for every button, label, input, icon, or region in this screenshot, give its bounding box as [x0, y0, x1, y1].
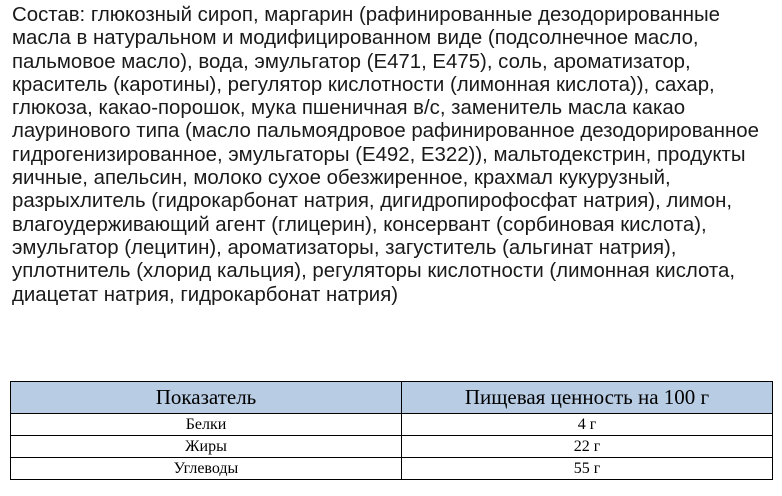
nutrition-table	[10, 381, 773, 480]
row-indicator-proteins: Белки	[11, 414, 402, 436]
row-value-carbohydrates: 55 г	[402, 458, 773, 480]
row-indicator-carbohydrates: Углеводы	[11, 458, 402, 480]
table-row	[11, 458, 773, 480]
table-row	[11, 436, 773, 458]
header-nutritional-value: Пищевая ценность на 100 г	[402, 382, 773, 414]
table-row	[11, 414, 773, 436]
composition-text: Состав: глюкозный сироп, маргарин (рафинированные дезодорированные масла в натуральном и модифицированном виде (подсолнечное масло, пальмовое масло), вода, эмульгатор (Е471, Е475), соль, ароматизатор, краситель (каротины), регулятор кислотности (лимонная кислота)), сахар, глюкоза, какао-порошок, мука пшеничная в/с, заменитель масла какао лауринового типа (масло пальмоядровое рафинированное дезодорированное гидрогенизированное, эмульгаторы (Е492, Е322)), мальтодекстрин, продукты яичные, апельсин, молоко сухое обезжиренное, крахмал кукурузный, разрыхлитель (гидрокарбонат натрия, дигидропирофосфат натрия), лимон, влагоудерживающий агент (глицерин), консервант (сорбиновая кислота), эмульгатор (лецитин), ароматизаторы, загуститель (альгинат натрия), уплотнитель (хлорид кальция), регуляторы кислотности (лимонная кислота, диацетат натрия, гидрокарбонат натрия)	[12, 4, 759, 306]
table-header-row	[11, 382, 773, 414]
row-value-proteins: 4 г	[402, 414, 773, 436]
header-indicator: Показатель	[11, 382, 402, 414]
row-value-fats: 22 г	[402, 436, 773, 458]
row-indicator-fats: Жиры	[11, 436, 402, 458]
